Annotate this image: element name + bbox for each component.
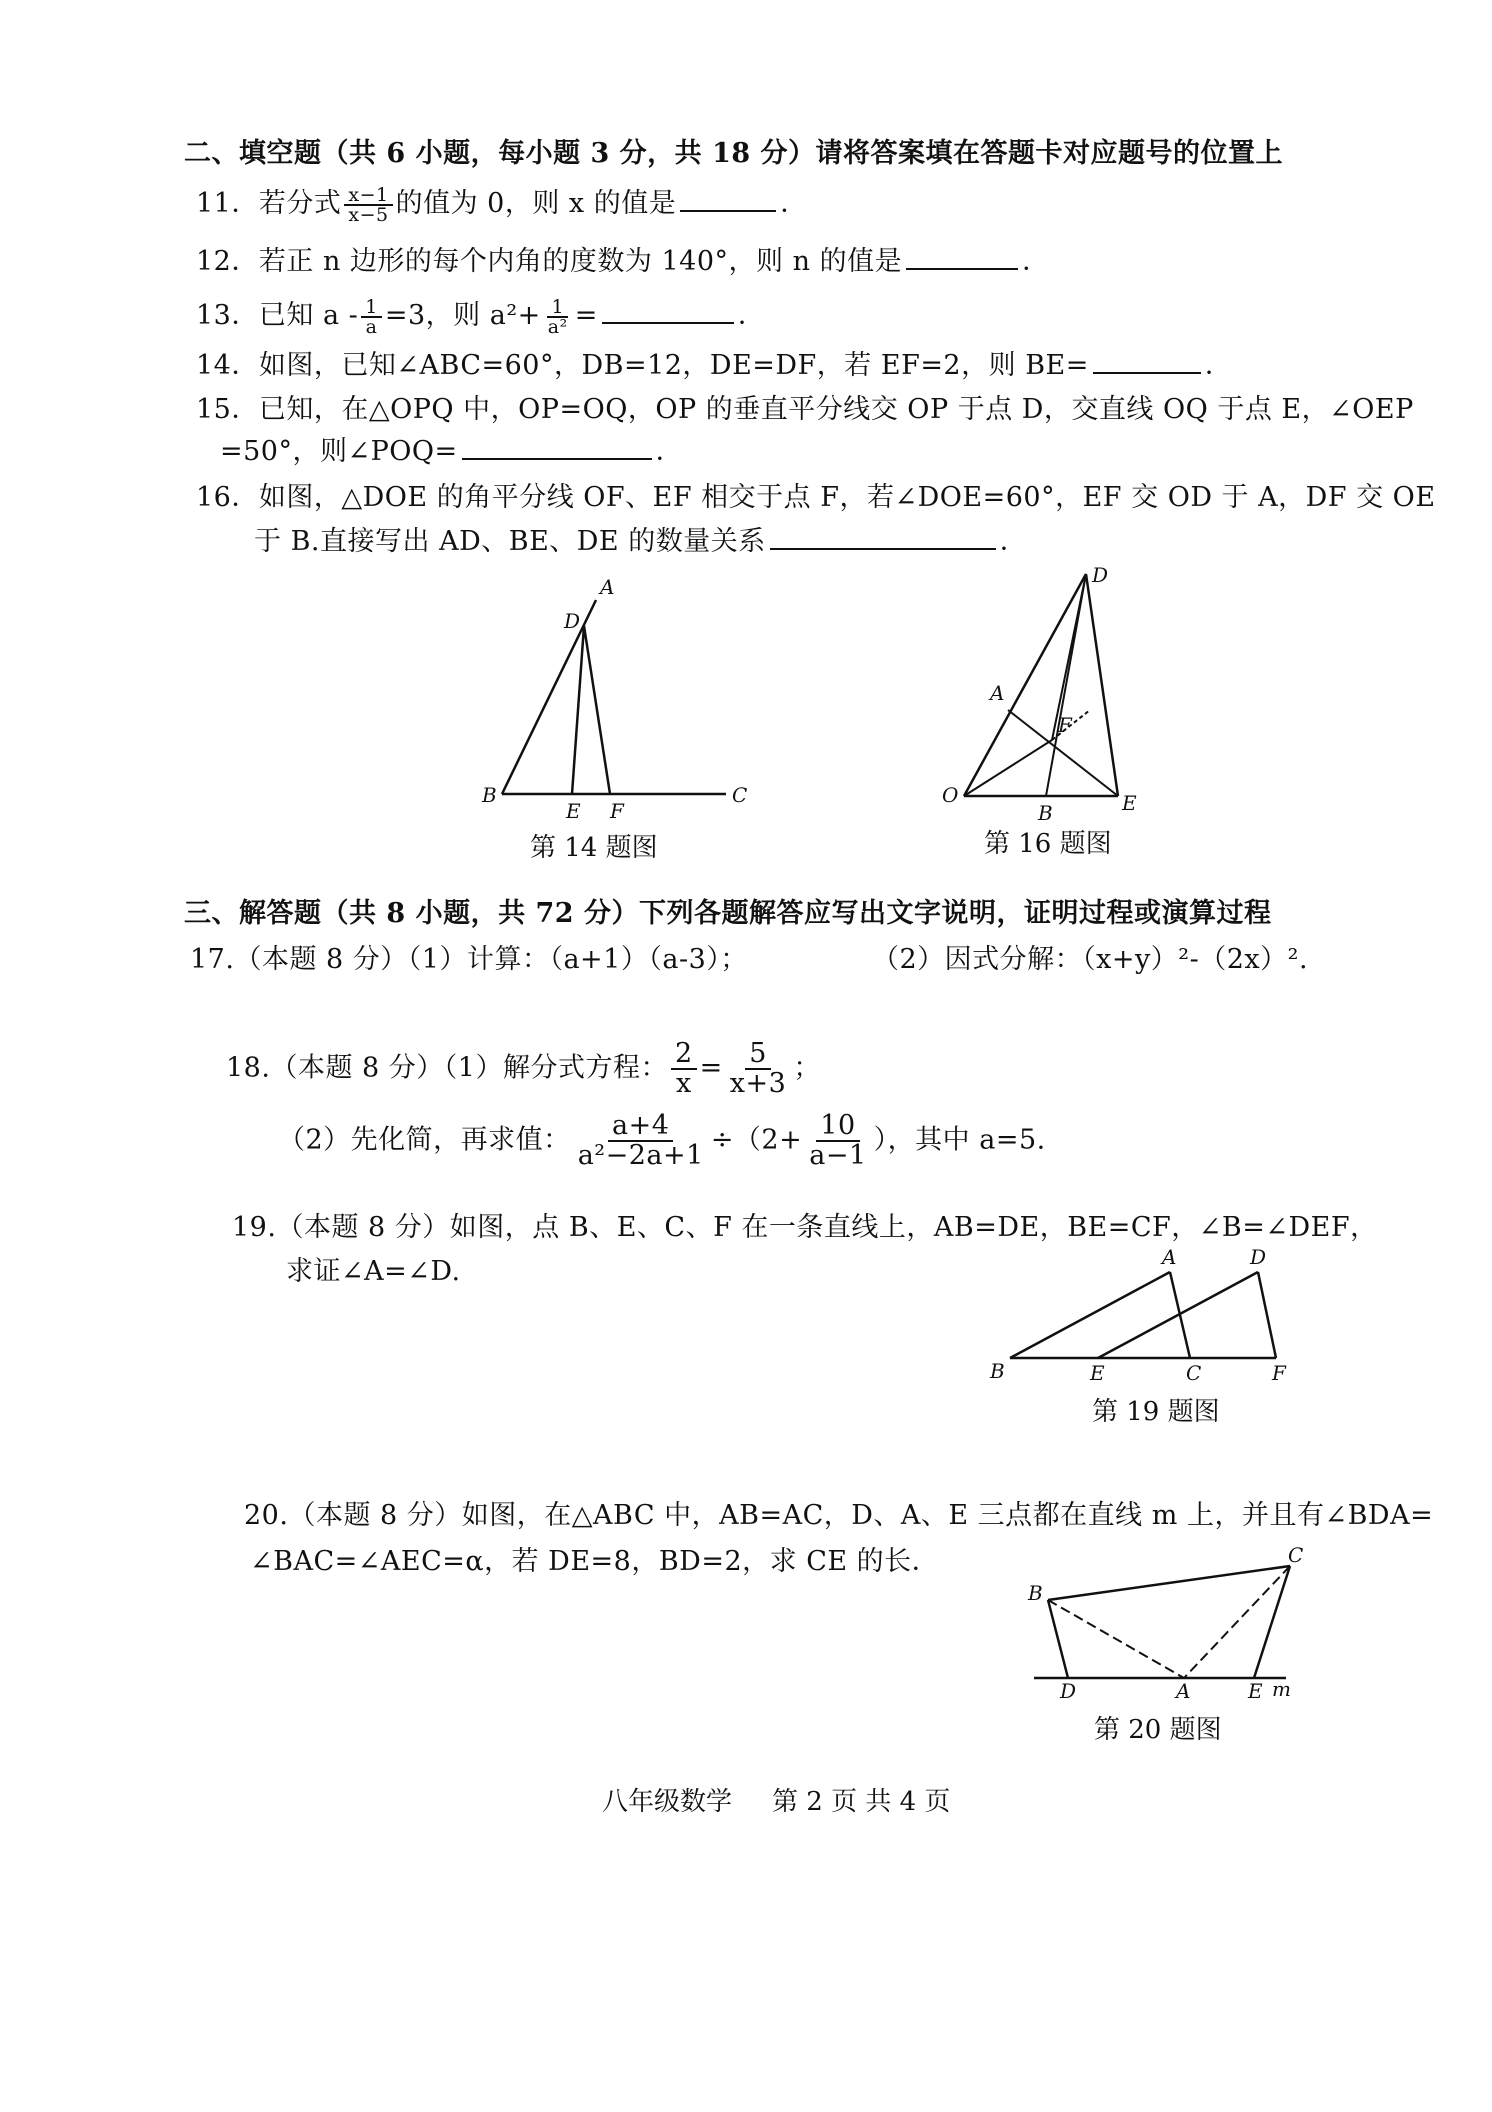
q18-fraction-2 [726, 1040, 791, 1098]
footer-page-number: 第 2 页 共 4 页 [772, 1787, 951, 1817]
fig14-label-f: F [610, 799, 624, 823]
figure-19 [990, 1245, 1290, 1385]
fig16-caption: 第 16 题图 [984, 829, 1112, 859]
fig20-label-b: B [1028, 1581, 1043, 1605]
q18-f2-denominator: x+3 [729, 1068, 787, 1099]
q13-equals: = [574, 300, 598, 331]
fig14-caption: 第 14 题图 [530, 833, 658, 863]
q18-equals: = [699, 1052, 723, 1084]
q18-f1-denominator: x [675, 1068, 692, 1099]
fig14-label-e: E [566, 799, 581, 823]
q16-line2-text: 于 B.直接写出 AD、BE、DE 的数量关系 [254, 526, 766, 557]
q11-fraction [344, 183, 392, 226]
q14-text: 14．如图，已知∠ABC=60°，DB=12，DE=DF，若 EF=2，则 BE= [196, 350, 1089, 381]
fig14-line-df [584, 626, 610, 794]
fig20-line-bd [1048, 1600, 1068, 1678]
fig19-label-f: F [1272, 1361, 1286, 1385]
fig16-label-b: B [1038, 801, 1053, 825]
fig16-line-od [964, 574, 1086, 796]
fig20-label-d: D [1060, 1679, 1077, 1703]
q18-p2-divide: ÷（2+ [710, 1124, 803, 1156]
fig14-label-b: B [482, 783, 497, 807]
question-15-line2 [220, 432, 683, 472]
q12-answer-blank [906, 242, 1018, 270]
fig19-label-a: A [1162, 1245, 1177, 1269]
q14-end: ． [1204, 350, 1233, 381]
page-footer [602, 1784, 950, 1820]
fig20-caption: 第 20 题图 [1094, 1715, 1222, 1745]
q16-answer-blank [770, 522, 996, 550]
question-18-part2 [278, 1112, 1046, 1170]
q18-p2-fraction-2 [805, 1112, 870, 1170]
q18-p2-f1-numerator: a+4 [608, 1112, 673, 1142]
q11-prefix: 11．若分式 [196, 188, 342, 219]
q12-end: ． [1022, 246, 1050, 277]
q13-fraction-2 [544, 295, 572, 338]
section2-heading: 二、填空题（共 6 小题，每小题 3 分，共 18 分）请将答案填在答题卡对应题号的位置上 [184, 138, 1284, 169]
fig14-line-ba [502, 600, 596, 794]
fig14-label-a: A [600, 575, 615, 599]
q18-p2-suffix: ），其中 a=5. [873, 1124, 1046, 1156]
q13-prefix: 13．已知 a - [196, 300, 359, 331]
fig19-label-e: E [1090, 1361, 1105, 1385]
q13-end: ． [737, 300, 766, 331]
figure-14 [470, 575, 750, 823]
question-11 [196, 184, 808, 224]
q11-suffix: 的值为 0，则 x 的值是 [395, 188, 677, 219]
fig16-label-o: O [942, 783, 959, 807]
q11-numerator: x−1 [344, 186, 392, 206]
fig14-label-c: C [732, 783, 748, 807]
question-20-line2: ∠BAC=∠AEC=α，若 DE=8，BD=2，求 CE 的长． [250, 1546, 940, 1577]
q11-answer-blank [680, 184, 776, 212]
q16-end: ． [999, 526, 1028, 557]
q18-f2-numerator: 5 [745, 1040, 771, 1070]
fig20-line-ba [1048, 1600, 1184, 1678]
question-16-line2 [254, 522, 1027, 562]
q13-f1-numerator: 1 [361, 298, 382, 318]
fig20-line-bc [1048, 1566, 1290, 1600]
fig14-line-de [572, 626, 584, 794]
q15-end: ． [655, 436, 684, 467]
q18-f1-numerator: 2 [671, 1040, 697, 1070]
fig20-label-a: A [1176, 1679, 1191, 1703]
question-12 [196, 242, 1050, 282]
q18-prefix: 18.（本题 8 分）（1）解分式方程： [226, 1052, 668, 1084]
question-20-line1: 20.（本题 8 分）如图，在△ABC 中，AB=AC，D、A、E 三点都在直线 m 上，并且有∠BDA= [244, 1500, 1434, 1531]
fig20-line-ce [1254, 1566, 1290, 1678]
question-17-part2: （2）因式分解：（x+y）²-（2x）². [872, 944, 1309, 975]
q13-answer-blank [602, 296, 734, 324]
fig14-label-d: D [564, 609, 581, 633]
q15-answer-blank [462, 432, 652, 460]
fig19-line-df [1258, 1272, 1276, 1358]
q18-p2-fraction-1 [574, 1112, 708, 1170]
fig19-line-ed [1098, 1272, 1258, 1358]
question-15-line1: 15．已知，在△OPQ 中，OP=OQ，OP 的垂直平分线交 OP 于点 D，交直线 OQ 于点 E，∠OEP [196, 394, 1414, 425]
q11-denominator: x−5 [348, 203, 389, 226]
q13-mid: =3，则 a²+ [384, 300, 541, 331]
figure-16 [938, 560, 1178, 825]
fig16-label-e: E [1122, 791, 1137, 815]
question-17-part1: 17.（本题 8 分）（1）计算：（a+1）（a-3）； [190, 944, 748, 975]
q13-fraction-1 [361, 295, 382, 338]
question-19-line1: 19.（本题 8 分）如图，点 B、E、C、F 在一条直线上，AB=DE，BE=CF，∠B=∠DEF， [232, 1212, 1378, 1243]
fig16-line-of [964, 740, 1052, 796]
fig19-label-b: B [990, 1359, 1005, 1383]
fig20-label-e: E [1248, 1679, 1263, 1703]
fig16-label-f: F [1058, 713, 1072, 737]
fig20-label-c: C [1288, 1543, 1304, 1567]
q18-p2-f2-numerator: 10 [816, 1112, 859, 1142]
q15-line2-text: =50°，则∠POQ= [220, 436, 458, 467]
q18-semicolon: ； [793, 1052, 821, 1084]
fig20-label-m: m [1272, 1677, 1291, 1701]
q13-f2-denominator: a² [547, 315, 568, 338]
q18-p2-f2-denominator: a−1 [809, 1140, 867, 1171]
q18-fraction-1 [671, 1040, 697, 1098]
q18-p2-prefix: （2）先化简，再求值： [278, 1124, 571, 1156]
question-19-line2: 求证∠A=∠D. [286, 1256, 461, 1287]
q11-end: ． [780, 188, 808, 219]
fig19-label-c: C [1186, 1361, 1202, 1385]
fig19-caption: 第 19 题图 [1092, 1397, 1220, 1427]
section3-heading: 三、解答题（共 8 小题，共 72 分）下列各题解答应写出文字说明，证明过程或演算过程 [184, 898, 1272, 929]
fig20-line-ca [1184, 1566, 1290, 1678]
question-16-line1: 16．如图，△DOE 的角平分线 OF、EF 相交于点 F，若∠DOE=60°，EF 交 OD 于 A，DF 交 OE [196, 482, 1436, 513]
question-13 [196, 296, 765, 336]
q12-text: 12．若正 n 边形的每个内角的度数为 140°，则 n 的值是 [196, 246, 903, 277]
q14-answer-blank [1093, 346, 1201, 374]
figure-20 [1018, 1543, 1308, 1703]
q18-p2-f1-denominator: a²−2a+1 [577, 1140, 704, 1171]
q13-f2-numerator: 1 [547, 298, 568, 318]
fig19-label-d: D [1250, 1245, 1267, 1269]
question-18-part1 [226, 1040, 821, 1098]
footer-subject: 八年级数学 [602, 1787, 733, 1817]
fig16-line-de [1086, 574, 1118, 796]
q13-f1-denominator: a [365, 315, 378, 338]
fig16-label-d: D [1092, 563, 1109, 587]
fig16-label-a: A [990, 681, 1005, 705]
question-14 [196, 346, 1232, 386]
fig19-line-ba [1010, 1272, 1170, 1358]
